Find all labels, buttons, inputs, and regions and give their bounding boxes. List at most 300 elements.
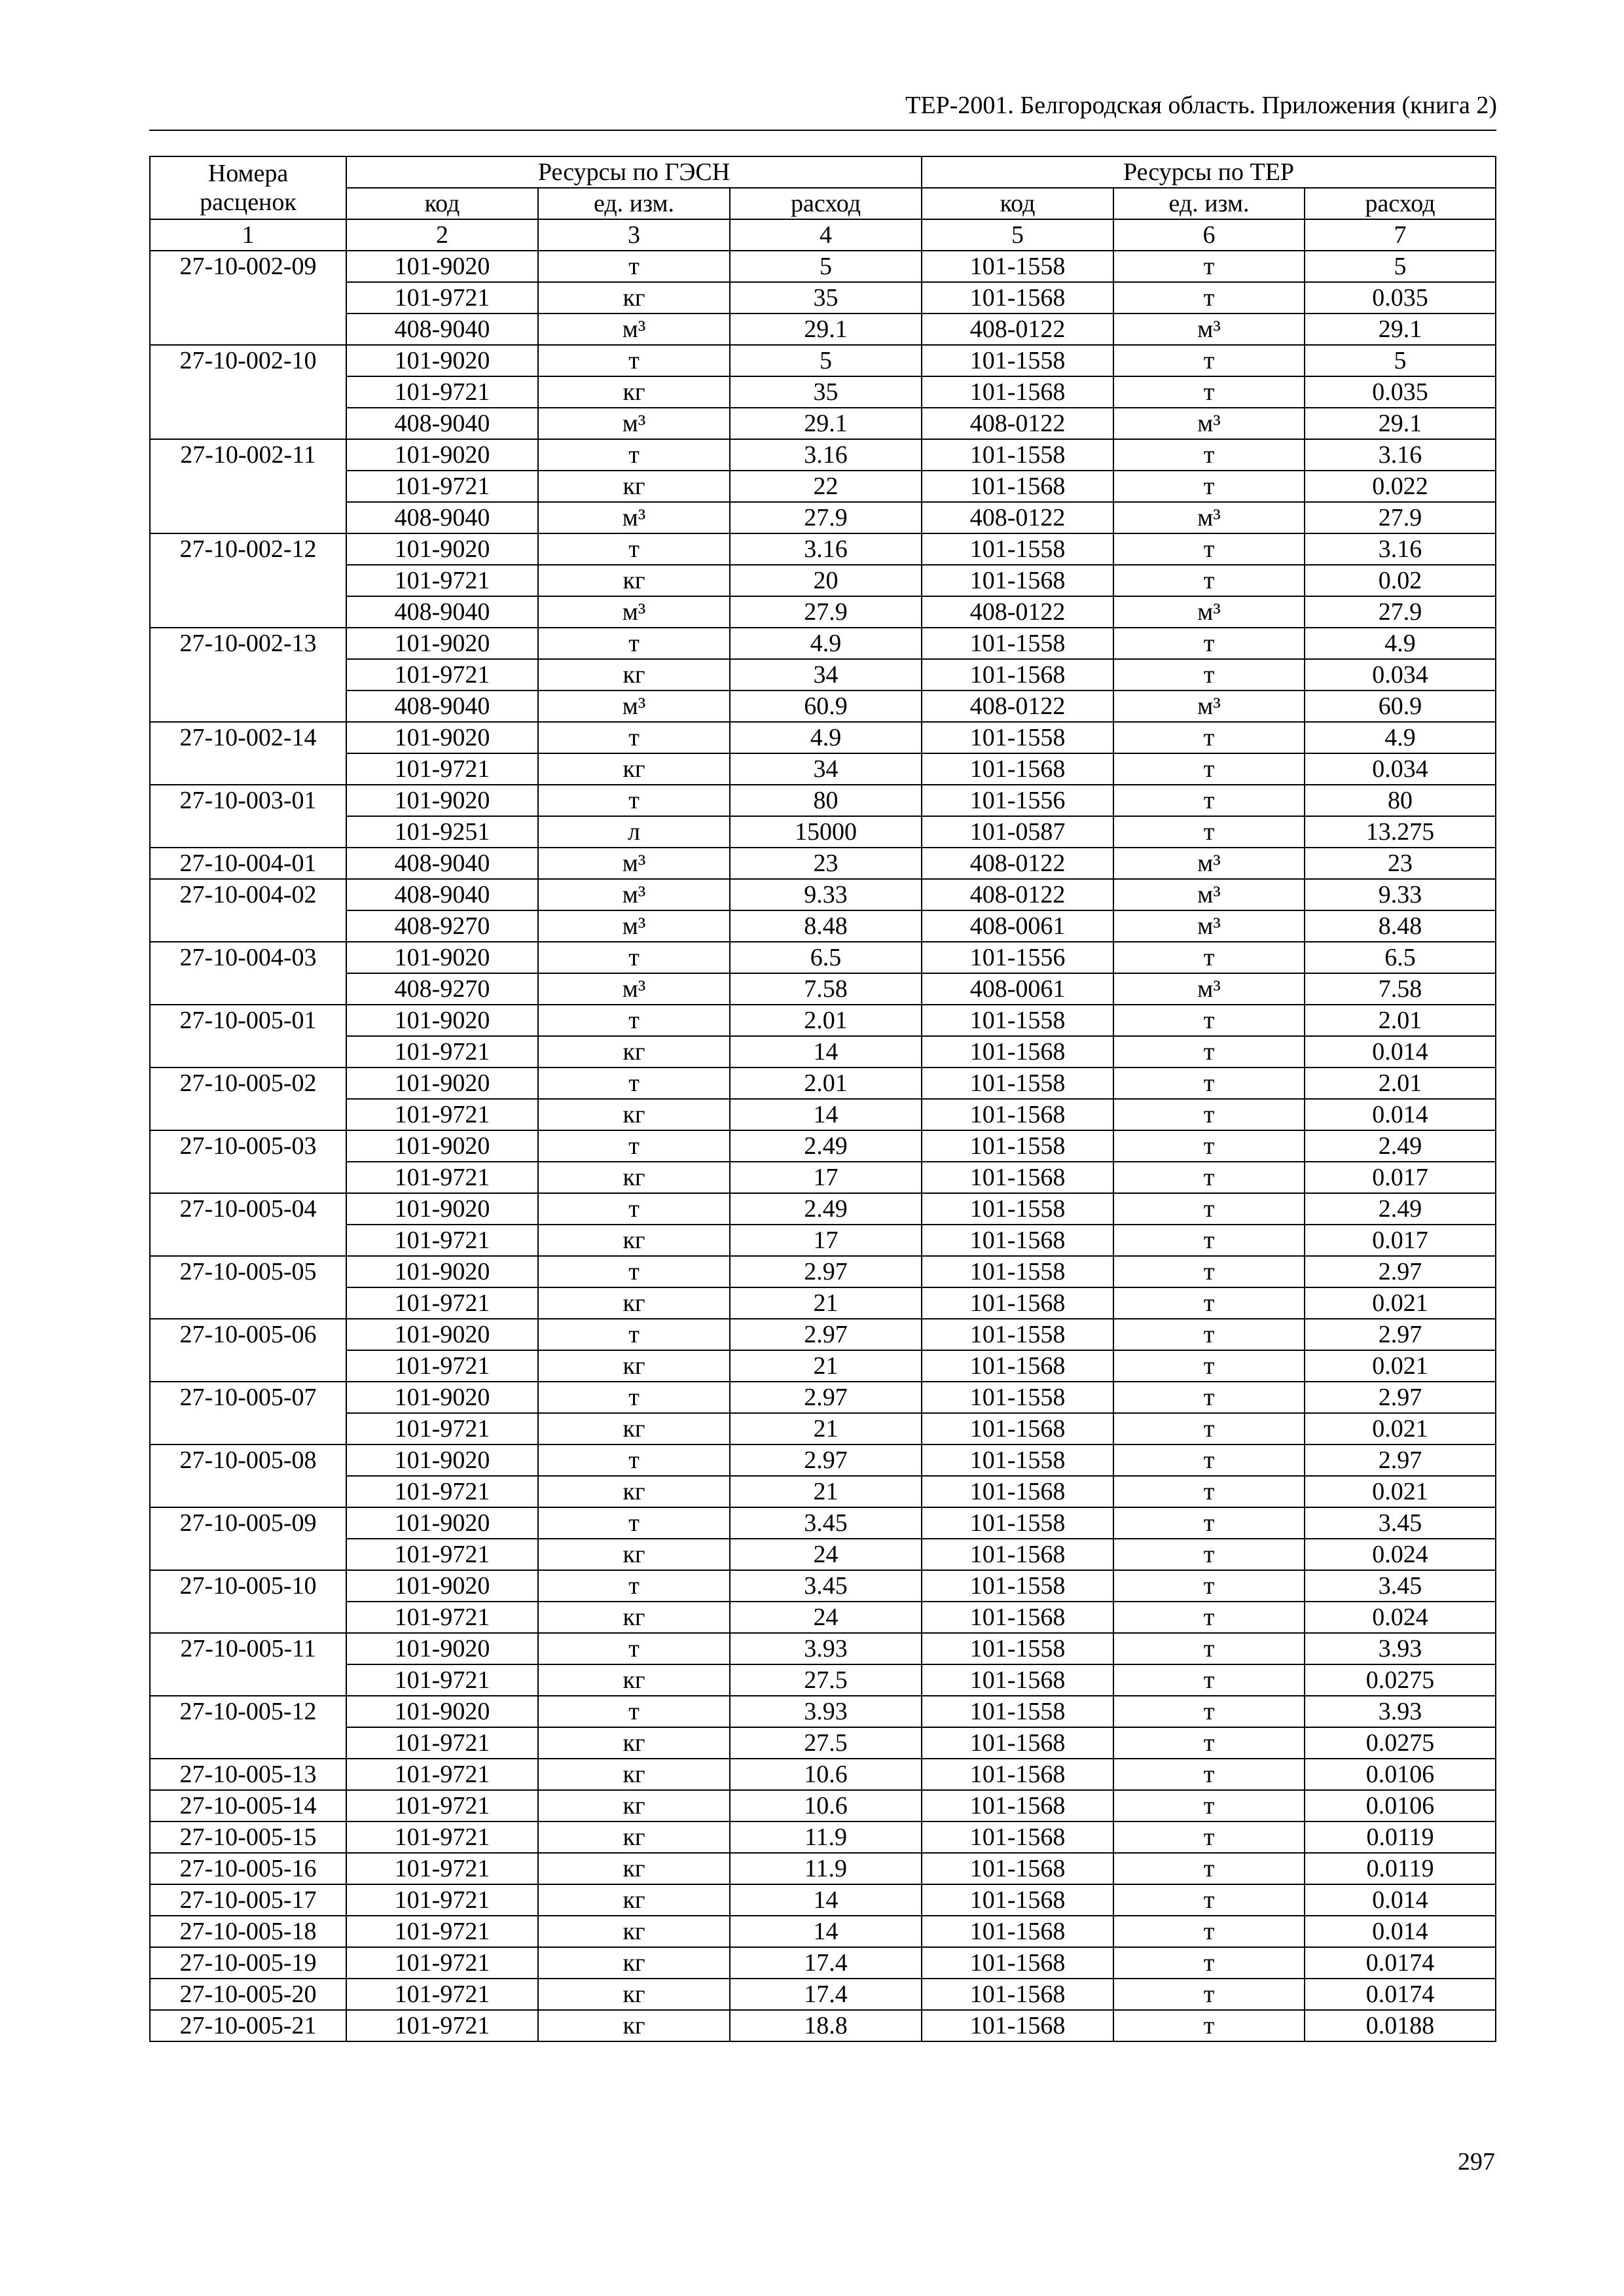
ter-code-cell: 101-1558 [922, 1570, 1113, 1602]
ter-consumption-cell: 6.5 [1305, 942, 1496, 973]
ter-unit-cell: т [1113, 1507, 1305, 1539]
gesn-resources-header: Ресурсы по ГЭСН [346, 156, 922, 188]
gesn-consumption-cell: 2.97 [730, 1319, 922, 1350]
gesn-unit-cell: кг [538, 1225, 730, 1256]
rate-number-cell: 27-10-004-03 [150, 942, 346, 1005]
gesn-consumption-cell: 11.9 [730, 1821, 922, 1853]
gesn-consumption-cell: 34 [730, 753, 922, 785]
table-row [150, 251, 1496, 282]
rate-number-cell: 27-10-002-11 [150, 439, 346, 533]
ter-consumption-cell: 0.014 [1305, 1099, 1496, 1130]
ter-consumption-cell: 0.017 [1305, 1162, 1496, 1193]
ter-consumption-cell: 0.0106 [1305, 1759, 1496, 1790]
gesn-code-header: код [346, 188, 538, 219]
ter-consumption-cell: 27.9 [1305, 502, 1496, 533]
gesn-consumption-cell: 17 [730, 1225, 922, 1256]
table-row [150, 785, 1496, 816]
ter-code-cell: 101-1568 [922, 2010, 1113, 2041]
table-row [150, 1570, 1496, 1602]
ter-resources-header: Ресурсы по ТЕР [922, 156, 1496, 188]
gesn-code-cell: 101-9020 [346, 1507, 538, 1539]
rate-number-cell: 27-10-005-16 [150, 1853, 346, 1884]
ter-unit-cell: м³ [1113, 973, 1305, 1005]
gesn-unit-cell: кг [538, 753, 730, 785]
table-row [150, 1036, 1496, 1067]
table-row [150, 1884, 1496, 1916]
rate-number-cell: 27-10-004-02 [150, 879, 346, 942]
rate-number-cell: 27-10-005-15 [150, 1821, 346, 1853]
ter-consumption-cell: 3.93 [1305, 1696, 1496, 1727]
ter-unit-cell: т [1113, 251, 1305, 282]
gesn-code-cell: 101-9020 [346, 1005, 538, 1036]
ter-code-cell: 101-1558 [922, 1067, 1113, 1099]
gesn-consumption-cell: 21 [730, 1287, 922, 1319]
ter-code-cell: 101-1568 [922, 1602, 1113, 1633]
gesn-unit-cell: т [538, 1067, 730, 1099]
table-row [150, 1005, 1496, 1036]
gesn-code-cell: 101-9721 [346, 282, 538, 314]
ter-unit-cell: т [1113, 722, 1305, 753]
gesn-consumption-cell: 3.45 [730, 1507, 922, 1539]
table-row [150, 314, 1496, 345]
gesn-unit-cell: кг [538, 1287, 730, 1319]
gesn-code-cell: 101-9020 [346, 1130, 538, 1162]
rate-number-cell: 27-10-004-01 [150, 848, 346, 879]
table-row [150, 848, 1496, 879]
gesn-unit-cell: кг [538, 471, 730, 502]
ter-unit-cell: м³ [1113, 314, 1305, 345]
gesn-code-cell: 101-9721 [346, 1539, 538, 1570]
gesn-consumption-cell: 4.9 [730, 628, 922, 659]
table-row [150, 565, 1496, 596]
ter-unit-cell: т [1113, 942, 1305, 973]
table-row [150, 1664, 1496, 1696]
gesn-code-cell: 101-9721 [346, 471, 538, 502]
rate-number-cell: 27-10-002-10 [150, 345, 346, 439]
table-body [150, 251, 1496, 2041]
ter-code-cell: 101-1568 [922, 1664, 1113, 1696]
gesn-unit-cell: т [538, 1256, 730, 1287]
ter-unit-cell: т [1113, 628, 1305, 659]
table-row [150, 376, 1496, 408]
ter-unit-cell: м³ [1113, 502, 1305, 533]
column-number: 6 [1113, 219, 1305, 251]
gesn-consumption-cell: 2.97 [730, 1382, 922, 1413]
gesn-consumption-cell: 21 [730, 1350, 922, 1382]
gesn-unit-cell: кг [538, 1853, 730, 1884]
ter-code-cell: 101-1558 [922, 628, 1113, 659]
gesn-code-cell: 101-9721 [346, 1476, 538, 1507]
ter-consumption-cell: 0.035 [1305, 376, 1496, 408]
gesn-consumption-cell: 17.4 [730, 1979, 922, 2010]
rate-number-cell: 27-10-005-06 [150, 1319, 346, 1382]
table-row [150, 1979, 1496, 2010]
ter-consumption-cell: 2.97 [1305, 1382, 1496, 1413]
ter-unit-cell: м³ [1113, 910, 1305, 942]
table-row [150, 910, 1496, 942]
rate-number-cell: 27-10-005-21 [150, 2010, 346, 2041]
gesn-code-cell: 408-9040 [346, 502, 538, 533]
ter-unit-cell: т [1113, 1947, 1305, 1979]
ter-code-cell: 101-1568 [922, 471, 1113, 502]
ter-unit-header: ед. изм. [1113, 188, 1305, 219]
gesn-unit-cell: кг [538, 1884, 730, 1916]
ter-unit-cell: т [1113, 1099, 1305, 1130]
ter-unit-cell: т [1113, 2010, 1305, 2041]
gesn-code-cell: 101-9721 [346, 1664, 538, 1696]
ter-consumption-cell: 2.49 [1305, 1130, 1496, 1162]
gesn-unit-cell: м³ [538, 596, 730, 628]
rate-number-cell: 27-10-005-17 [150, 1884, 346, 1916]
gesn-unit-cell: т [538, 1319, 730, 1350]
ter-consumption-cell: 0.022 [1305, 471, 1496, 502]
ter-code-cell: 101-1568 [922, 1979, 1113, 2010]
gesn-unit-cell: кг [538, 1476, 730, 1507]
rate-number-cell: 27-10-005-01 [150, 1005, 346, 1067]
column-number: 2 [346, 219, 538, 251]
ter-code-cell: 101-1568 [922, 1916, 1113, 1947]
gesn-unit-cell: м³ [538, 408, 730, 439]
rate-number-cell: 27-10-005-02 [150, 1067, 346, 1130]
gesn-consumption-cell: 2.97 [730, 1256, 922, 1287]
ter-code-cell: 101-1568 [922, 1476, 1113, 1507]
gesn-code-cell: 101-9020 [346, 1570, 538, 1602]
ter-code-cell: 101-1568 [922, 1225, 1113, 1256]
gesn-code-cell: 101-9721 [346, 565, 538, 596]
rate-number-cell: 27-10-005-08 [150, 1444, 346, 1507]
ter-unit-cell: т [1113, 1664, 1305, 1696]
table-row [150, 1947, 1496, 1979]
gesn-code-cell: 101-9721 [346, 2010, 538, 2041]
ter-code-cell: 101-1568 [922, 282, 1113, 314]
table-row [150, 282, 1496, 314]
rate-number-cell: 27-10-003-01 [150, 785, 346, 848]
ter-consumption-cell: 3.45 [1305, 1507, 1496, 1539]
rate-number-cell: 27-10-002-14 [150, 722, 346, 785]
ter-consumption-cell: 4.9 [1305, 628, 1496, 659]
ter-consumption-cell: 0.024 [1305, 1539, 1496, 1570]
table-row [150, 1413, 1496, 1444]
gesn-unit-cell: кг [538, 659, 730, 691]
ter-code-cell: 101-1558 [922, 1444, 1113, 1476]
gesn-consumption-cell: 2.01 [730, 1005, 922, 1036]
ter-consumption-cell: 0.0188 [1305, 2010, 1496, 2041]
gesn-unit-cell: м³ [538, 879, 730, 910]
gesn-code-cell: 408-9040 [346, 691, 538, 722]
gesn-unit-cell: кг [538, 1979, 730, 2010]
ter-unit-cell: м³ [1113, 879, 1305, 910]
ter-code-cell: 101-1568 [922, 1884, 1113, 1916]
gesn-code-cell: 101-9721 [346, 1727, 538, 1759]
table-row [150, 1256, 1496, 1287]
table-row [150, 596, 1496, 628]
ter-unit-cell: т [1113, 1005, 1305, 1036]
gesn-unit-cell: т [538, 439, 730, 471]
ter-consumption-cell: 0.0174 [1305, 1947, 1496, 1979]
gesn-consumption-cell: 10.6 [730, 1790, 922, 1821]
table-row [150, 2010, 1496, 2041]
table-row [150, 879, 1496, 910]
gesn-consumption-cell: 34 [730, 659, 922, 691]
gesn-unit-cell: т [538, 722, 730, 753]
ter-consumption-cell: 60.9 [1305, 691, 1496, 722]
ter-unit-cell: т [1113, 1602, 1305, 1633]
gesn-consumption-cell: 24 [730, 1602, 922, 1633]
rate-number-cell: 27-10-005-05 [150, 1256, 346, 1319]
ter-unit-cell: т [1113, 1350, 1305, 1382]
table-row [150, 816, 1496, 848]
gesn-code-cell: 101-9721 [346, 1884, 538, 1916]
gesn-consumption-cell: 3.93 [730, 1633, 922, 1664]
gesn-code-cell: 101-9721 [346, 1225, 538, 1256]
gesn-consumption-cell: 18.8 [730, 2010, 922, 2041]
gesn-unit-cell: кг [538, 1162, 730, 1193]
gesn-consumption-cell: 3.16 [730, 533, 922, 565]
gesn-unit-cell: м³ [538, 910, 730, 942]
gesn-code-cell: 101-9721 [346, 1759, 538, 1790]
gesn-consumption-cell: 21 [730, 1413, 922, 1444]
table-row [150, 1821, 1496, 1853]
gesn-unit-cell: кг [538, 1036, 730, 1067]
ter-code-cell: 408-0122 [922, 879, 1113, 910]
gesn-consumption-cell: 21 [730, 1476, 922, 1507]
gesn-unit-cell: м³ [538, 691, 730, 722]
gesn-code-cell: 101-9721 [346, 1916, 538, 1947]
ter-code-cell: 101-1568 [922, 376, 1113, 408]
ter-code-cell: 101-1568 [922, 1539, 1113, 1570]
gesn-consumption-cell: 15000 [730, 816, 922, 848]
gesn-consumption-cell: 23 [730, 848, 922, 879]
ter-consumption-header: расход [1305, 188, 1496, 219]
gesn-code-cell: 101-9020 [346, 251, 538, 282]
ter-code-cell: 408-0061 [922, 910, 1113, 942]
gesn-consumption-cell: 2.01 [730, 1067, 922, 1099]
ter-consumption-cell: 3.16 [1305, 533, 1496, 565]
gesn-consumption-cell: 80 [730, 785, 922, 816]
ter-unit-cell: т [1113, 785, 1305, 816]
gesn-consumption-cell: 2.49 [730, 1193, 922, 1225]
gesn-code-cell: 101-9721 [346, 1036, 538, 1067]
table-row [150, 439, 1496, 471]
gesn-code-cell: 101-9020 [346, 533, 538, 565]
ter-consumption-cell: 0.014 [1305, 1036, 1496, 1067]
gesn-consumption-cell: 27.5 [730, 1727, 922, 1759]
ter-consumption-cell: 0.035 [1305, 282, 1496, 314]
gesn-unit-cell: т [538, 345, 730, 376]
gesn-unit-cell: кг [538, 1539, 730, 1570]
table-row [150, 1225, 1496, 1256]
gesn-unit-cell: т [538, 785, 730, 816]
ter-unit-cell: т [1113, 1790, 1305, 1821]
gesn-consumption-cell: 35 [730, 376, 922, 408]
gesn-unit-cell: т [538, 251, 730, 282]
ter-consumption-cell: 0.0275 [1305, 1727, 1496, 1759]
ter-code-cell: 408-0122 [922, 848, 1113, 879]
ter-code-cell: 101-1558 [922, 1382, 1113, 1413]
gesn-code-cell: 101-9721 [346, 376, 538, 408]
ter-consumption-cell: 0.02 [1305, 565, 1496, 596]
ter-code-cell: 101-1568 [922, 1162, 1113, 1193]
rate-number-cell: 27-10-005-19 [150, 1947, 346, 1979]
gesn-unit-cell: кг [538, 565, 730, 596]
header-rule [149, 130, 1496, 131]
gesn-consumption-cell: 20 [730, 565, 922, 596]
ter-code-cell: 101-1558 [922, 345, 1113, 376]
table-row [150, 1916, 1496, 1947]
table-row [150, 1727, 1496, 1759]
table-row [150, 408, 1496, 439]
table-row [150, 1067, 1496, 1099]
gesn-unit-cell: кг [538, 1099, 730, 1130]
gesn-code-cell: 101-9020 [346, 1193, 538, 1225]
ter-consumption-cell: 0.017 [1305, 1225, 1496, 1256]
gesn-consumption-cell: 27.9 [730, 502, 922, 533]
ter-code-cell: 101-0587 [922, 816, 1113, 848]
ter-consumption-cell: 3.93 [1305, 1633, 1496, 1664]
ter-code-cell: 101-1568 [922, 1821, 1113, 1853]
ter-code-cell: 101-1568 [922, 753, 1113, 785]
ter-consumption-cell: 13.275 [1305, 816, 1496, 848]
ter-code-cell: 101-1558 [922, 1005, 1113, 1036]
ter-code-cell: 101-1568 [922, 1727, 1113, 1759]
ter-code-cell: 101-1558 [922, 1696, 1113, 1727]
gesn-code-cell: 408-9040 [346, 596, 538, 628]
table-row [150, 1696, 1496, 1727]
gesn-consumption-cell: 29.1 [730, 408, 922, 439]
ter-consumption-cell: 2.97 [1305, 1256, 1496, 1287]
gesn-unit-cell: кг [538, 1602, 730, 1633]
ter-unit-cell: т [1113, 1821, 1305, 1853]
ter-consumption-cell: 23 [1305, 848, 1496, 879]
gesn-consumption-cell: 2.97 [730, 1444, 922, 1476]
rate-number-cell: 27-10-005-14 [150, 1790, 346, 1821]
rate-number-cell: 27-10-002-12 [150, 533, 346, 628]
ter-code-cell: 101-1558 [922, 1633, 1113, 1664]
ter-unit-cell: т [1113, 1979, 1305, 2010]
ter-code-cell: 101-1568 [922, 1413, 1113, 1444]
ter-code-cell: 101-1568 [922, 1853, 1113, 1884]
table-row [150, 753, 1496, 785]
gesn-consumption-cell: 5 [730, 345, 922, 376]
ter-consumption-cell: 0.024 [1305, 1602, 1496, 1633]
gesn-code-cell: 101-9721 [346, 753, 538, 785]
gesn-unit-cell: кг [538, 1664, 730, 1696]
ter-unit-cell: т [1113, 1727, 1305, 1759]
gesn-code-cell: 101-9020 [346, 1633, 538, 1664]
gesn-consumption-cell: 6.5 [730, 942, 922, 973]
gesn-code-cell: 101-9721 [346, 1602, 538, 1633]
resources-table [149, 156, 1496, 2042]
table-row [150, 722, 1496, 753]
ter-unit-cell: т [1113, 1162, 1305, 1193]
gesn-consumption-cell: 14 [730, 1916, 922, 1947]
ter-unit-cell: т [1113, 1193, 1305, 1225]
ter-unit-cell: т [1113, 1067, 1305, 1099]
column-number-row [150, 219, 1496, 251]
gesn-code-cell: 101-9020 [346, 345, 538, 376]
ter-unit-cell: т [1113, 1916, 1305, 1947]
gesn-code-cell: 101-9020 [346, 1256, 538, 1287]
gesn-code-cell: 408-9040 [346, 848, 538, 879]
ter-code-cell: 101-1558 [922, 1193, 1113, 1225]
gesn-unit-cell: т [538, 942, 730, 973]
ter-unit-cell: т [1113, 376, 1305, 408]
gesn-consumption-cell: 17 [730, 1162, 922, 1193]
gesn-unit-cell: т [538, 1130, 730, 1162]
ter-code-cell: 101-1568 [922, 1947, 1113, 1979]
ter-unit-cell: т [1113, 1444, 1305, 1476]
ter-unit-cell: т [1113, 1382, 1305, 1413]
ter-code-cell: 101-1568 [922, 659, 1113, 691]
gesn-code-cell: 101-9020 [346, 439, 538, 471]
gesn-code-cell: 101-9721 [346, 659, 538, 691]
gesn-consumption-cell: 9.33 [730, 879, 922, 910]
gesn-consumption-cell: 4.9 [730, 722, 922, 753]
gesn-unit-cell: т [538, 1382, 730, 1413]
rate-number-cell: 27-10-005-07 [150, 1382, 346, 1444]
gesn-consumption-cell: 29.1 [730, 314, 922, 345]
ter-consumption-cell: 0.0119 [1305, 1821, 1496, 1853]
ter-code-cell: 101-1558 [922, 251, 1113, 282]
gesn-unit-cell: м³ [538, 973, 730, 1005]
gesn-unit-cell: кг [538, 1790, 730, 1821]
gesn-code-cell: 101-9020 [346, 1319, 538, 1350]
ter-unit-cell: м³ [1113, 691, 1305, 722]
ter-unit-cell: т [1113, 1036, 1305, 1067]
ter-unit-cell: т [1113, 282, 1305, 314]
table-row [150, 1287, 1496, 1319]
table-row [150, 659, 1496, 691]
gesn-code-cell: 408-9040 [346, 408, 538, 439]
ter-unit-cell: т [1113, 1319, 1305, 1350]
table-row [150, 1476, 1496, 1507]
ter-consumption-cell: 3.45 [1305, 1570, 1496, 1602]
ter-consumption-cell: 27.9 [1305, 596, 1496, 628]
column-number: 1 [150, 219, 346, 251]
rate-number-cell: 27-10-005-18 [150, 1916, 346, 1947]
gesn-consumption-cell: 17.4 [730, 1947, 922, 1979]
gesn-code-cell: 101-9020 [346, 785, 538, 816]
ter-code-cell: 101-1568 [922, 1099, 1113, 1130]
ter-code-cell: 101-1568 [922, 1287, 1113, 1319]
ter-code-cell: 101-1558 [922, 1507, 1113, 1539]
table-row [150, 691, 1496, 722]
gesn-consumption-cell: 60.9 [730, 691, 922, 722]
gesn-code-cell: 101-9020 [346, 1444, 538, 1476]
ter-consumption-cell: 4.9 [1305, 722, 1496, 753]
ter-code-cell: 408-0122 [922, 408, 1113, 439]
gesn-code-cell: 101-9020 [346, 1067, 538, 1099]
table-row [150, 1790, 1496, 1821]
gesn-consumption-cell: 8.48 [730, 910, 922, 942]
ter-consumption-cell: 0.0119 [1305, 1853, 1496, 1884]
ter-code-cell: 101-1558 [922, 533, 1113, 565]
ter-code-cell: 101-1558 [922, 1256, 1113, 1287]
table-row [150, 1162, 1496, 1193]
ter-unit-cell: т [1113, 1287, 1305, 1319]
ter-consumption-cell: 0.021 [1305, 1287, 1496, 1319]
ter-consumption-cell: 0.0174 [1305, 1979, 1496, 2010]
gesn-unit-header: ед. изм. [538, 188, 730, 219]
gesn-consumption-cell: 27.9 [730, 596, 922, 628]
ter-consumption-cell: 0.014 [1305, 1884, 1496, 1916]
gesn-code-cell: 101-9721 [346, 1821, 538, 1853]
ter-unit-cell: т [1113, 471, 1305, 502]
ter-unit-cell: т [1113, 1225, 1305, 1256]
gesn-code-cell: 101-9020 [346, 722, 538, 753]
gesn-code-cell: 101-9721 [346, 1947, 538, 1979]
column-number: 5 [922, 219, 1113, 251]
